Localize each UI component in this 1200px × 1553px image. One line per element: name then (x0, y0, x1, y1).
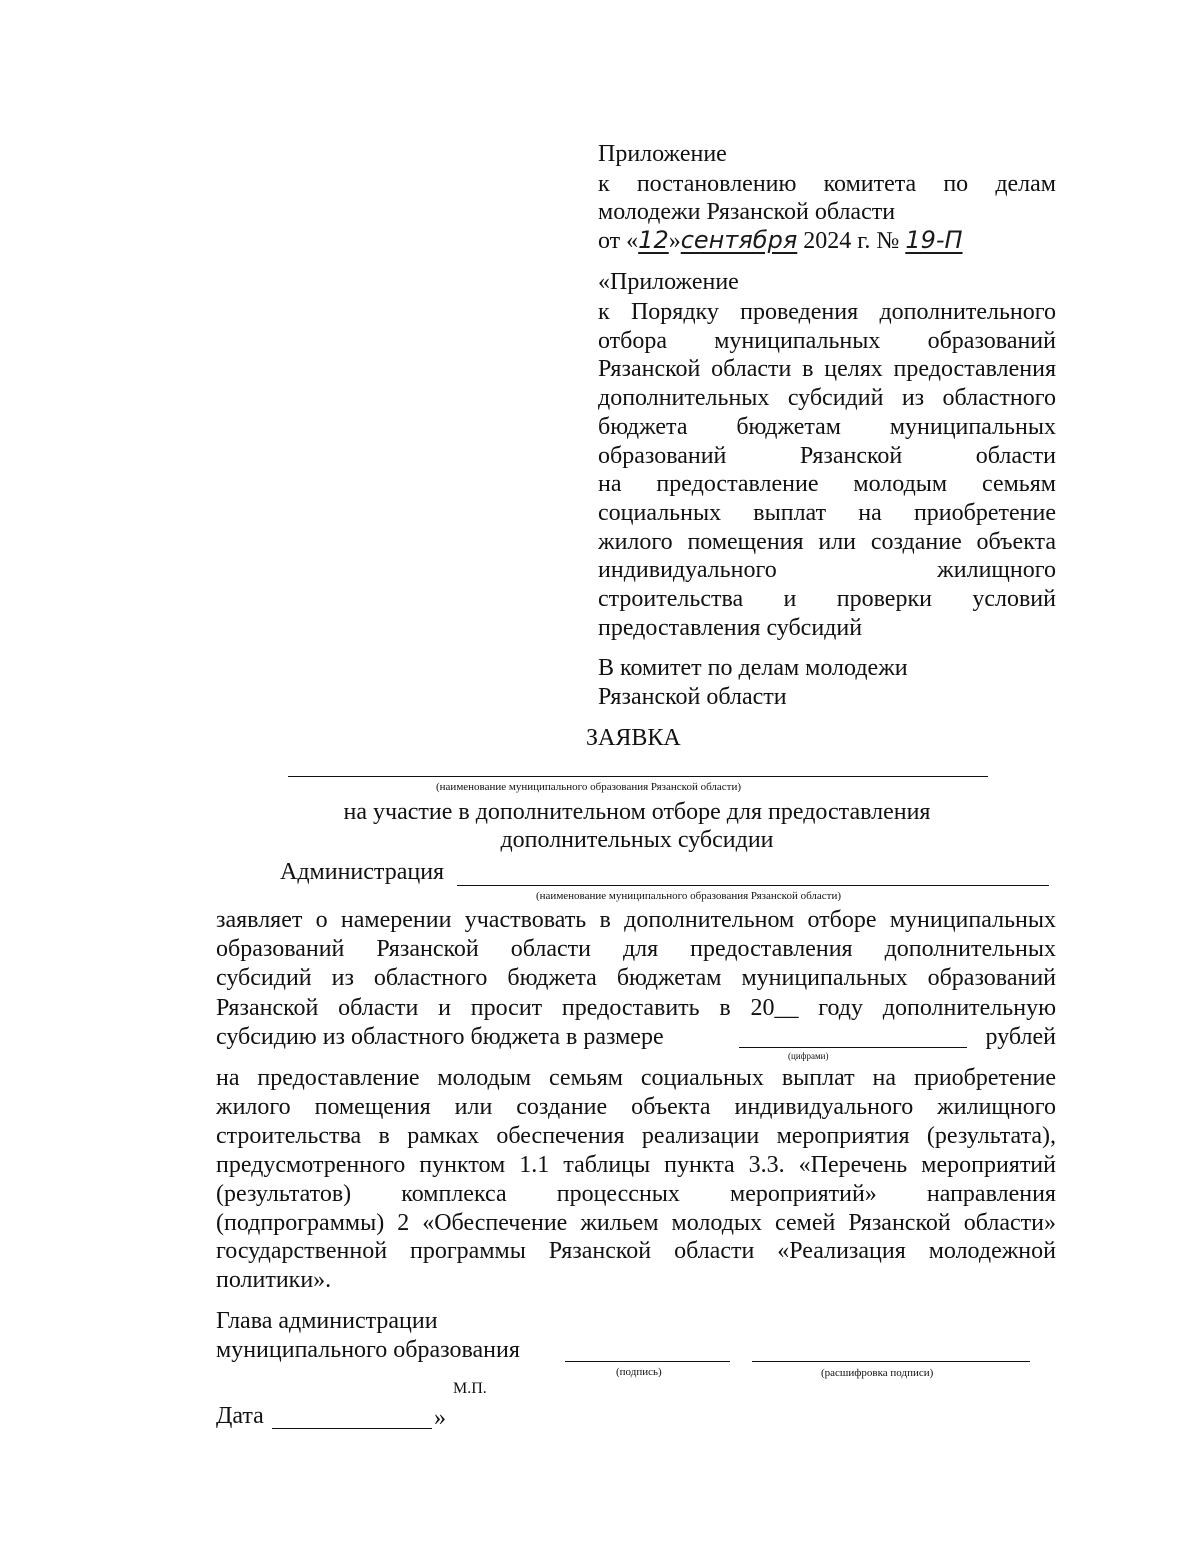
handwritten-month: сентября (680, 226, 798, 254)
municipality-caption: (наименование муниципального образования Рязанской области) (436, 781, 742, 793)
body1-line: Рязанской области и просит предоставить в 20__ году дополнительную (216, 994, 1056, 1021)
body2-line: жилого помещения или создание объекта индивидуального жилищного (216, 1093, 1056, 1120)
body2-line: на предоставление молодым семьям социальных выплат на приобретение (216, 1065, 1056, 1091)
appendix2-line: дополнительных субсидий из областного (598, 385, 1056, 412)
body2-line: (результатов) комплекса процессных мероприятий» направления (216, 1180, 1056, 1207)
amount-prefix: субсидию из областного бюджета в размере (216, 1024, 664, 1050)
handwritten-number: 19-П (905, 226, 963, 254)
date-close-quote: » (434, 1405, 446, 1431)
head-title-1: Глава администрации (216, 1308, 438, 1334)
head-title-2: муниципального образования (216, 1337, 520, 1363)
purpose-line-2: дополнительных субсидии (500, 827, 774, 853)
body1-line: субсидий из областного бюджета бюджетам муниципальных образований (216, 965, 1056, 992)
administration-caption: (наименование муниципального образования Рязанской области) (536, 890, 842, 902)
appendix2-line: на предоставление молодым семьям (598, 471, 1056, 498)
stamp-label: М.П. (453, 1380, 487, 1397)
body2-line: государственной программы Рязанской области «Реализация молодежной (216, 1238, 1056, 1265)
decoding-caption: (расшифровка подписи) (821, 1367, 934, 1379)
municipality-name-line (288, 776, 988, 777)
appendix2-line: к Порядку проведения дополнительного (598, 299, 1056, 325)
appendix2-line: отбора муниципальных образований (598, 327, 1056, 354)
resolution-line-2: молодежи Рязанской области (598, 199, 896, 225)
purpose-line-1: на участие в дополнительном отборе для предоставления (343, 799, 931, 825)
appendix2-last-line: предоставления субсидий (598, 615, 863, 641)
digits-caption: (цифрами) (788, 1051, 829, 1061)
appendix2-line: бюджета бюджетам муниципальных (598, 413, 1056, 440)
administration-name-line (457, 885, 1049, 886)
handwritten-day: 12 (638, 226, 669, 254)
resolution-line-1: к постановлению комитета по делам (598, 171, 1056, 197)
body2-line: предусмотренного пунктом 1.1 таблицы пункта 3.3. «Перечень мероприятий (216, 1151, 1056, 1178)
signature-decoding-line (752, 1361, 1030, 1362)
form-title: ЗАЯВКА (586, 725, 681, 751)
body2-line: (подпрограммы) 2 «Обеспечение жильем молодых семей Рязанской области» (216, 1209, 1056, 1236)
signature-caption: (подпись) (616, 1366, 662, 1378)
body1-line: образований Рязанской области для предоставления дополнительных (216, 936, 1056, 963)
appendix2-line: социальных выплат на приобретение (598, 499, 1056, 526)
body1-line: заявляет о намерении участвовать в дополнительном отборе муниципальных (216, 907, 1056, 933)
resolution-date-line: от «12»сентября 2024 г. № 19-П (598, 226, 991, 256)
appendix2-line: образований Рязанской области (598, 442, 1056, 469)
body2-last-line: политики». (216, 1267, 332, 1293)
addressee-line-1: В комитет по делам молодежи (598, 655, 908, 681)
appendix2-line: строительства и проверки условий (598, 586, 1056, 612)
appendix2-line: индивидуального жилищного (598, 557, 1056, 584)
appendix2-title: «Приложение (598, 269, 739, 295)
amount-field-line (739, 1047, 967, 1048)
appendix2-line: Рязанской области в целях предоставления (598, 356, 1056, 383)
body2-line: строительства в рамках обеспечения реализации мероприятия (результата), (216, 1122, 1056, 1149)
appendix-title: Приложение (598, 141, 727, 167)
addressee-line-2: Рязанской области (598, 684, 787, 710)
signature-line (565, 1361, 730, 1362)
amount-suffix: рублей (985, 1024, 1056, 1050)
administration-label: Администрация (280, 859, 445, 885)
date-label: Дата (216, 1403, 264, 1429)
appendix2-line: жилого помещения или создание объекта (598, 528, 1056, 555)
date-field-line (272, 1428, 432, 1429)
